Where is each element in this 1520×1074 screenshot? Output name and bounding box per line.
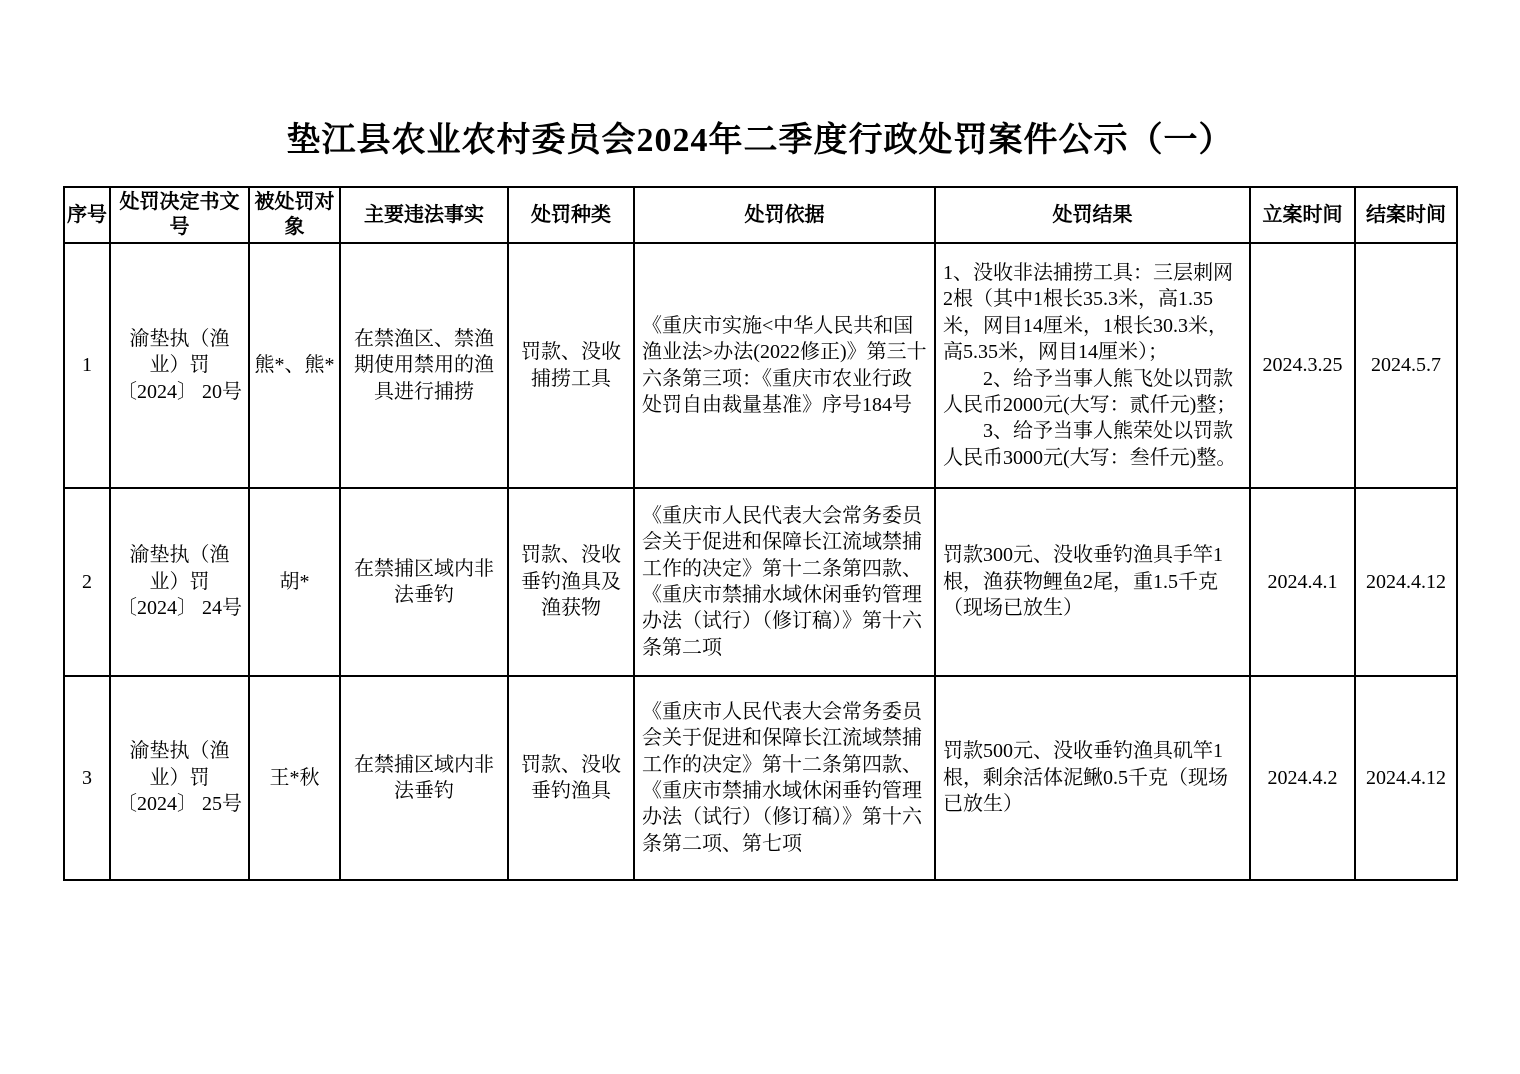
cell-result bbox=[935, 243, 1250, 488]
table-row bbox=[64, 488, 1457, 676]
cell-target: 王*秋 bbox=[249, 676, 340, 880]
cell-index: 3 bbox=[64, 676, 110, 880]
cell-doc-no: 渝垫执（渔业）罚〔2024〕 25号 bbox=[110, 676, 249, 880]
header-cell-open-date: 立案时间 bbox=[1250, 187, 1355, 243]
header-cell-doc-no: 处罚决定书文号 bbox=[110, 187, 249, 243]
result-paragraph: 罚款500元、没收垂钓渔具矶竿1根，剩余活体泥鳅0.5千克（现场已放生） bbox=[943, 740, 1228, 816]
cell-open-date: 2024.3.25 bbox=[1250, 243, 1355, 488]
result-paragraph: 2、给予当事人熊飞处以罚款人民币2000元(大写：贰仟元)整； bbox=[943, 367, 1237, 416]
header-cell-close-date: 结案时间 bbox=[1355, 187, 1457, 243]
cell-open-date: 2024.4.2 bbox=[1250, 676, 1355, 880]
cell-index: 2 bbox=[64, 488, 110, 676]
header-cell-result: 处罚结果 bbox=[935, 187, 1250, 243]
cell-index: 1 bbox=[64, 243, 110, 488]
table-row bbox=[64, 676, 1457, 880]
header-cell-facts: 主要违法事实 bbox=[340, 187, 508, 243]
cell-penalty-type: 罚款、没收垂钓渔具及渔获物 bbox=[508, 488, 634, 676]
cell-target: 胡* bbox=[249, 488, 340, 676]
cell-basis: 《重庆市实施<中华人民共和国渔业法>办法(2022修正)》第三十六条第三项：《重庆市农业行政处罚自由裁量基准》序号184号 bbox=[634, 243, 935, 488]
table-row bbox=[64, 243, 1457, 488]
cell-result bbox=[935, 488, 1250, 676]
cell-facts: 在禁捕区域内非法垂钓 bbox=[340, 488, 508, 676]
penalty-cases-table bbox=[63, 186, 1458, 881]
page-title: 垫江县农业农村委员会2024年二季度行政处罚案件公示（一） bbox=[286, 122, 1234, 159]
cell-facts: 在禁渔区、禁渔期使用禁用的渔具进行捕捞 bbox=[340, 243, 508, 488]
cell-open-date: 2024.4.1 bbox=[1250, 488, 1355, 676]
cell-penalty-type: 罚款、没收垂钓渔具 bbox=[508, 676, 634, 880]
result-paragraph: 3、给予当事人熊荣处以罚款人民币3000元(大写：叁仟元)整。 bbox=[943, 420, 1237, 469]
cell-result bbox=[935, 676, 1250, 880]
cell-facts: 在禁捕区域内非法垂钓 bbox=[340, 676, 508, 880]
header-cell-target: 被处罚对象 bbox=[249, 187, 340, 243]
result-paragraph: 罚款300元、没收垂钓渔具手竿1根，渔获物鲤鱼2尾，重1.5千克（现场已放生） bbox=[943, 544, 1223, 620]
cell-target: 熊*、熊* bbox=[249, 243, 340, 488]
cell-doc-no: 渝垫执（渔业）罚〔2024〕 20号 bbox=[110, 243, 249, 488]
header-cell-index: 序号 bbox=[64, 187, 110, 243]
cell-basis: 《重庆市人民代表大会常务委员会关于促进和保障长江流域禁捕工作的决定》第十二条第四款、《重庆市禁捕水域休闲垂钓管理办法（试行）（修订稿）》第十六条第二项、第七项 bbox=[634, 676, 935, 880]
cell-doc-no: 渝垫执（渔业）罚〔2024〕 24号 bbox=[110, 488, 249, 676]
cell-basis: 《重庆市人民代表大会常务委员会关于促进和保障长江流域禁捕工作的决定》第十二条第四款、《重庆市禁捕水域休闲垂钓管理办法（试行）（修订稿）》第十六条第二项 bbox=[634, 488, 935, 676]
cell-close-date: 2024.4.12 bbox=[1355, 488, 1457, 676]
table-header-row bbox=[64, 187, 1457, 243]
header-cell-basis: 处罚依据 bbox=[634, 187, 935, 243]
cell-penalty-type: 罚款、没收捕捞工具 bbox=[508, 243, 634, 488]
result-paragraph: 1、没收非法捕捞工具：三层刺网2根（其中1根长35.3米，高1.35米，网目14厘米，1根长30.3米，高5.35米，网目14厘米）； bbox=[943, 261, 1233, 364]
cell-close-date: 2024.5.7 bbox=[1355, 243, 1457, 488]
cell-close-date: 2024.4.12 bbox=[1355, 676, 1457, 880]
header-cell-penalty-type: 处罚种类 bbox=[508, 187, 634, 243]
